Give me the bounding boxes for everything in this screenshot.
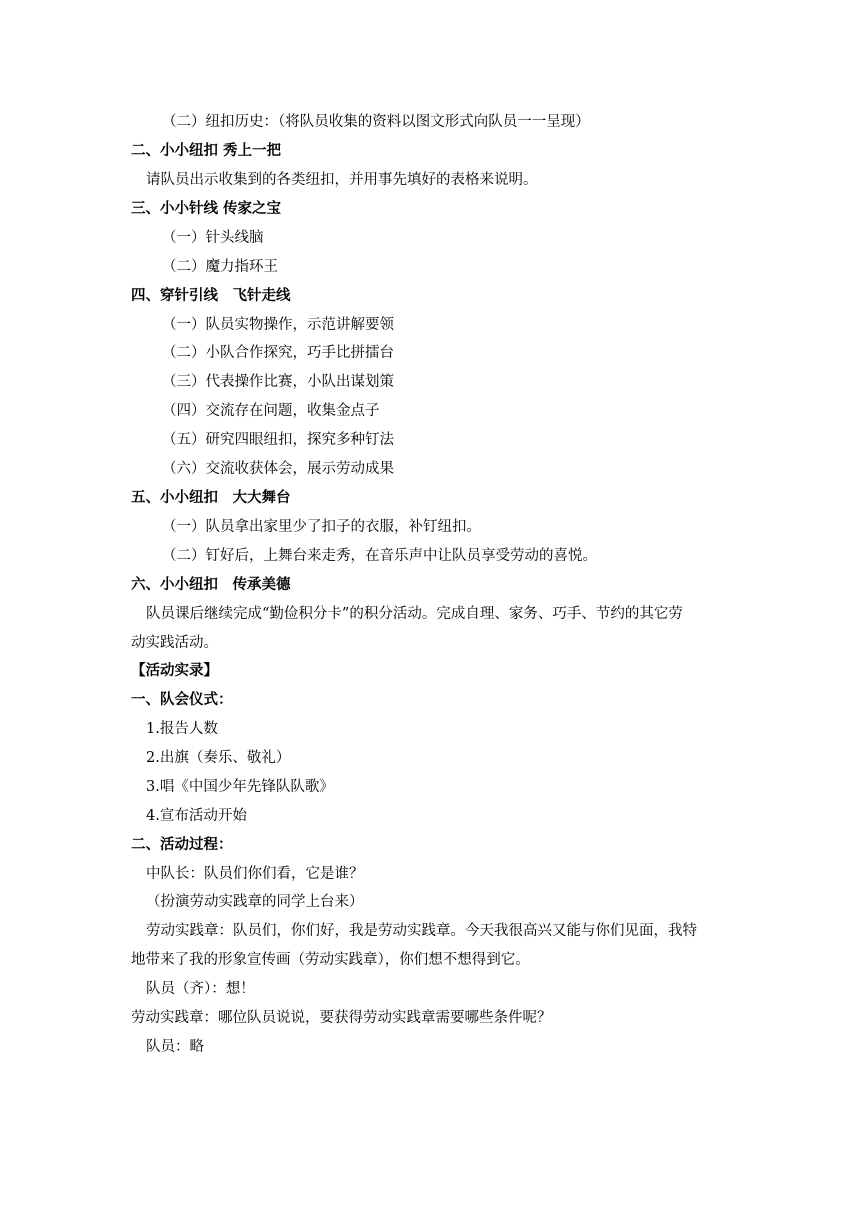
- text-line: 1.报告人数: [146, 721, 218, 737]
- text-line: 队员（齐）：想！: [146, 981, 255, 997]
- section-heading: 五、小小纽扣 大大舞台: [131, 490, 291, 506]
- text-line: （四）交流存在问题，收集金点子: [162, 403, 380, 419]
- text-line: （二）魔力指环王: [162, 259, 278, 275]
- text-line: 2.出旗（奏乐、敬礼）: [146, 750, 291, 766]
- section-heading: 六、小小纽扣 传承美德: [131, 577, 291, 593]
- text-line: （二）钉好后，上舞台来走秀，在音乐声中让队员享受劳动的喜悦。: [162, 548, 597, 564]
- text-line: 劳动实践章：队员们，你们好，我是劳动实践章。今天我很高兴又能与你们见面，我特: [146, 923, 697, 939]
- text-line: （一）队员实物操作，示范讲解要领: [162, 317, 394, 333]
- section-heading: 【活动实录】: [131, 663, 218, 679]
- text-line: （二）小队合作探究，巧手比拼擂台: [162, 345, 394, 361]
- section-heading: 四、穿针引线 飞针走线: [131, 288, 291, 304]
- text-line: （一）针头线脑: [162, 230, 264, 246]
- text-line: 劳动实践章：哪位队员说说，要获得劳动实践章需要哪些条件呢？: [131, 1010, 552, 1026]
- text-line: 动实践活动。: [131, 635, 218, 651]
- text-line: （扮演劳动实践章的同学上台来）: [146, 894, 364, 910]
- text-line: 请队员出示收集到的各类纽扣，并用事先填好的表格来说明。: [146, 172, 538, 188]
- text-line: （二）纽扣历史：（将队员收集的资料以图文形式向队员一一呈现）: [162, 114, 590, 130]
- text-line: 中队长：队员们你们看，它是谁？: [146, 866, 364, 882]
- text-line: （六）交流收获体会，展示劳动成果: [162, 461, 394, 477]
- text-line: （一）队员拿出家里少了扣子的衣服，补钉纽扣。: [162, 519, 481, 535]
- text-line: （五）研究四眼纽扣，探究多种钉法: [162, 432, 394, 448]
- text-line: 队员课后继续完成“勤俭积分卡”的积分活动。完成自理、家务、巧手、节约的其它劳: [146, 606, 683, 622]
- section-heading: 二、小小纽扣 秀上一把: [131, 143, 282, 159]
- section-heading: 二、活动过程：: [131, 837, 233, 853]
- section-heading: 一、队会仪式：: [131, 692, 233, 708]
- text-line: 队员：略: [146, 1039, 204, 1055]
- text-line: 3.唱《中国少年先锋队队歌》: [146, 779, 334, 795]
- section-heading: 三、小小针线 传家之宝: [131, 201, 282, 217]
- text-line: 4.宣布活动开始: [146, 808, 247, 824]
- text-line: （三）代表操作比赛，小队出谋划策: [162, 374, 394, 390]
- text-line: 地带来了我的形象宣传画（劳动实践章），你们想不想得到它。: [131, 952, 530, 968]
